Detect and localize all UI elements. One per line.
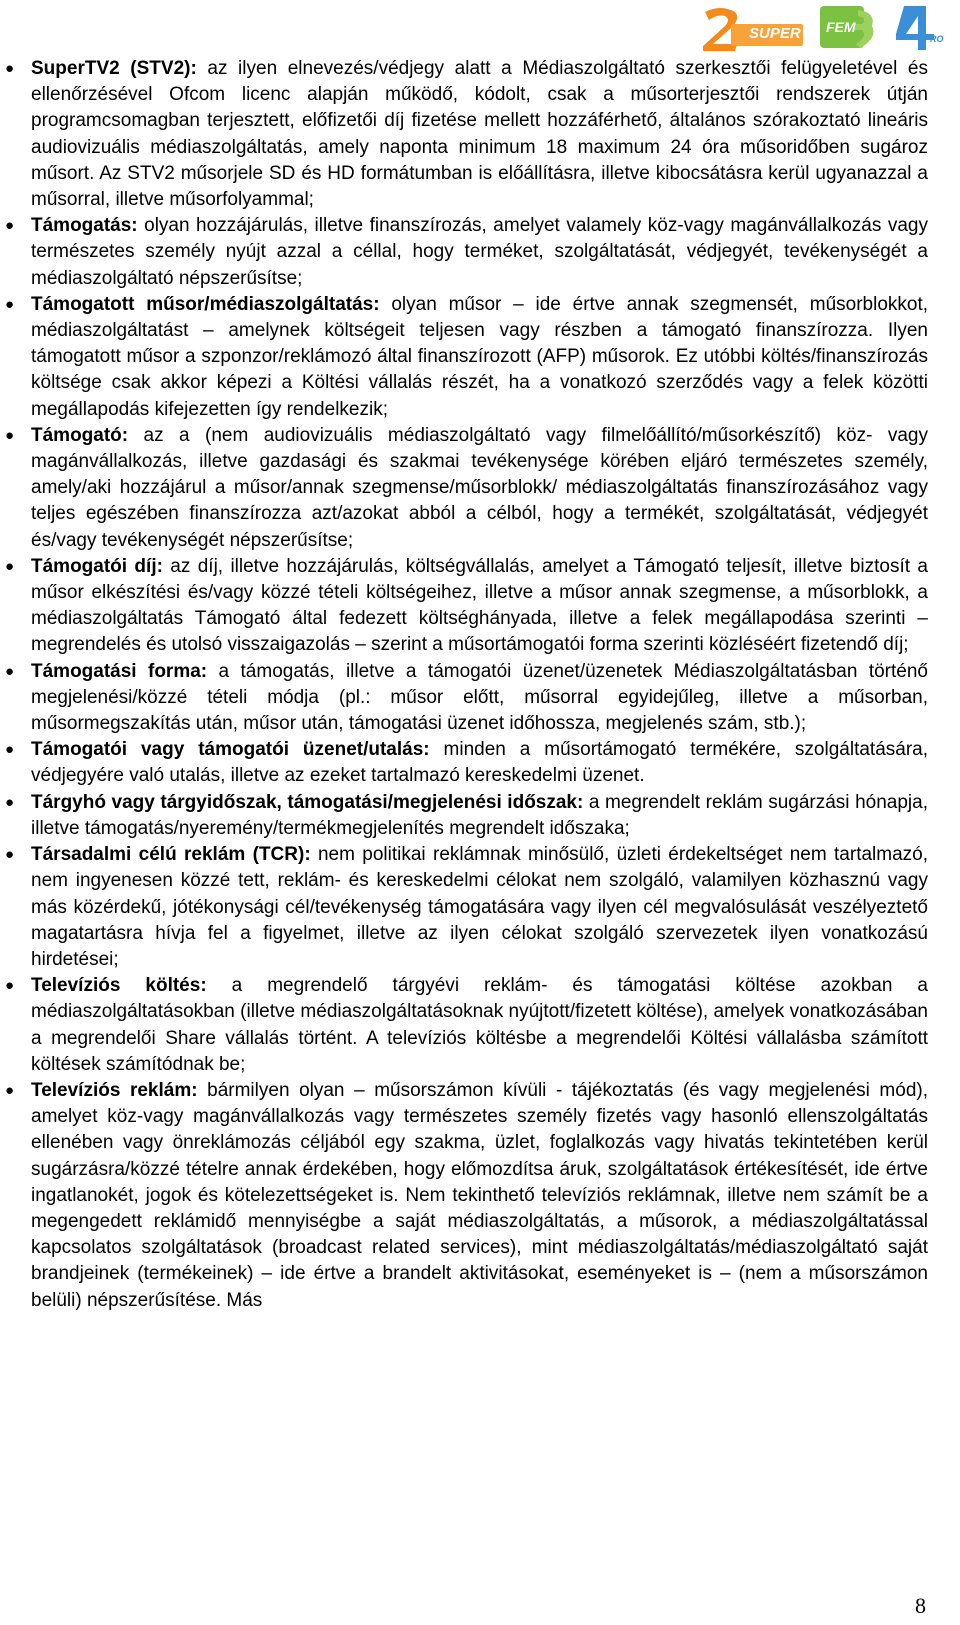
definition-term: Televíziós reklám: [31, 1079, 198, 1101]
definitions-section [0, 56, 960, 1314]
definition-item [0, 56, 928, 213]
definition-text: nem politikai reklámnak minősülő, üzleti érdekeltséget nem tartalmazó, nem ingyenesen közzé tett, reklám- és kereskedelmi célokat nem szolgáló, valamilyen közhasznú vagy más közérdekű, jótékonysági cél/tevékenység támogatására vagy ilyen cél megvalósulását veszélyeztető magatartásra hívja fel a figyelmet, illetve az ilyen célokat szolgáló szervezetek ilyen vonatkozású hirdetései; [31, 844, 928, 970]
fem-logo-text: FEM [826, 19, 856, 35]
definition-text: az a (nem audiovizuális médiaszolgáltató vagy filmelőállító/műsorkészítő) köz- vagy magánvállalkozás, illetve gazdasági és szakmai tevékenysége körében eljáró természetes személy, amely/aki hozzájárul a műsor/annak szegmense/műsorblokk/ médiaszolgáltatás finanszírozásához vagy teljes egészében finanszírozza azt/azokat abból a célból, hogy a termékét, szolgáltatását, védjegyét és/vagy tevékenységét népszerűsítse; [31, 424, 928, 551]
definition-item [0, 1078, 928, 1314]
bullet-icon: ● [5, 426, 15, 444]
bullet-icon: ● [5, 977, 15, 995]
super-logo-text: SUPER [749, 25, 801, 42]
super-tv2-logo [701, 4, 806, 52]
bullet-icon: ● [5, 295, 15, 313]
definition-text: bármilyen olyan – műsorszámon kívüli - tájékoztatás (és vagy megjelenési mód), amelyet köz-vagy magánvállalkozás vagy természetes személy fizetés vagy hasonló ellenszolgáltatás ellenében vagy önreklámozás céljából egy szakma, üzlet, foglalkozás vagy hivatás tekintetében kerül sugárzásra/közzé tételre annak érdekében, hogy előmozdítsa áruk, szolgáltatások értékesítését, ide értve ingatlanokét, jogok és kötelezettségeket is. Nem tekinthető televíziós reklámnak, illetve nem számít be a megengedett reklámidő mennyiségbe a saját médiaszolgáltatás, a műsorok, a médiaszolgáltatással kapcsolatos szolgáltatások (broadcast related services), mint médiaszolgáltatás/médiaszolgáltató saját brandjeinek (termékeinek) – ide értve a brandelt aktivitásokat, eseményeket is – (nem a műsorszámon belüli) népszerűsítése. Más [31, 1079, 929, 1311]
definition-item [0, 842, 928, 973]
definition-term: Televíziós költés: [31, 975, 207, 997]
definition-term: Támogatói díj: [31, 555, 163, 577]
bullet-icon: ● [5, 741, 15, 759]
definition-text: a megrendelt reklám sugárzási hónapja, illetve támogatás/nyeremény/termékmegjelenítés megrendelt időszaka; [31, 791, 928, 839]
definition-item [0, 423, 928, 554]
definition-item [0, 213, 928, 292]
definition-term: Támogatási forma: [31, 660, 208, 682]
page-number: 8 [915, 1593, 926, 1618]
definition-term: Társadalmi célú reklám (TCR): [31, 844, 311, 866]
definition-item [0, 790, 928, 842]
definition-term: SuperTV2 (STV2): [31, 58, 197, 79]
definition-term: Támogatott műsor/médiaszolgáltatás: [31, 293, 380, 315]
header-logos [701, 4, 946, 54]
definition-term: Támogatás: [31, 215, 138, 237]
pro4-logo [890, 4, 946, 52]
bullet-icon: ● [5, 662, 15, 680]
definition-text: olyan műsor – ide értve annak szegmensét, műsorblokkot, médiaszolgáltatást – amelynek költségeit teljesen vagy részben a támogató finanszírozza. Ilyen támogatott műsor a szponzor/reklámozó által finanszírozott (AFP) műsorok. Ez utóbbi költés/finanszírozás költsége csak akkor képezi a Költési vállalás részét, ha a vonatkozó szerződés vagy a felek közötti megállapodás kifejezetten így rendelkezik; [31, 293, 929, 420]
bullet-icon: ● [5, 60, 15, 77]
bullet-icon: ● [5, 793, 15, 811]
definition-item [0, 737, 928, 789]
definition-text: olyan hozzájárulás, illetve finanszírozás, amelyet valamely köz-vagy magánvállalkozás vagy természetes személy nyújt azzal a céllal, hogy terméket, szolgáltatását, védjegyét, tevékenységét a médiaszolgáltató népszerűsítse; [31, 215, 928, 289]
definition-text: a támogatás, illetve a támogatói üzenet/üzenetek Médiaszolgáltatásban történő megjelenési/közzé tételi módja (pl.: műsor előtt, műsorral egyidejűleg, illetve a műsorban, műsormegszakítás után, műsor után, támogatási üzenet időhossza, megjelenés szám, stb.); [31, 660, 928, 735]
definition-item [0, 973, 928, 1078]
bullet-icon: ● [5, 557, 15, 575]
definition-term: Támogató: [31, 424, 129, 446]
definition-text: a megrendelő tárgyévi reklám- és támogatási költése azokban a médiaszolgáltatásokban (illetve médiaszolgáltatásoknak nyújtott/fizetett költése), amelyek vonatkozásában a megrendelői Share vállalás történt. A televíziós költésbe a megrendelői Költési vállalásba számított költések számítódnak be; [31, 975, 928, 1075]
bullet-icon: ● [5, 217, 15, 235]
definition-text: az díj, illetve hozzájárulás, költségvállalás, amelyet a Támogató teljesít, illetve biztosít a műsor elkészítési és/vagy közzé tételi költségeihez, illetve a műsor annak szegmense, a műsorblokk, a médiaszolgáltatás Támogató által fedezett költséghányada, illetve a felek megállapodása szerinti – megrendelés és utolsó visszaigazolás – szerint a műsortámogatói forma szerinti közléséért fizetendő díj; [31, 555, 928, 656]
definition-item [0, 659, 928, 738]
pro-logo-text: PRO [924, 34, 944, 44]
definition-item [0, 554, 928, 659]
definitions-list [0, 56, 960, 1314]
bullet-icon: ● [5, 846, 15, 864]
definition-term: Támogatói vagy támogatói üzenet/utalás: [31, 739, 430, 761]
definition-term: Tárgyhó vagy tárgyidőszak, támogatási/megjelenési időszak: [31, 791, 584, 813]
bullet-icon: ● [5, 1081, 15, 1099]
definition-text: minden a műsortámogató termékére, szolgáltatására, védjegyére való utalás, illetve az ezeket tartalmazó kereskedelmi üzenet. [31, 739, 928, 787]
definition-text: az ilyen elnevezés/védjegy alatt a Médiaszolgáltató szerkesztői felügyeletével és ellenőrzésével Ofcom licenc alapján működő, kódolt, csak a műsorterjesztői rendszerek útján programcsomagban terjesztett, előfizetői díj fizetése mellett hozzáférhető, általános szórakoztató lineáris audiovizuális médiaszolgáltatás, amely naponta minimum 18 maximum 24 óra műsoridőben sugároz műsort. Az STV2 műsorjele SD és HD formátumban is előállításra, illetve kibocsátásra kerül ugyanazzal a műsorral, illetve műsorfolyammal; [31, 58, 928, 211]
definition-item [0, 292, 928, 423]
fem3-logo [818, 4, 878, 52]
pro4-logo-icon [890, 4, 946, 52]
